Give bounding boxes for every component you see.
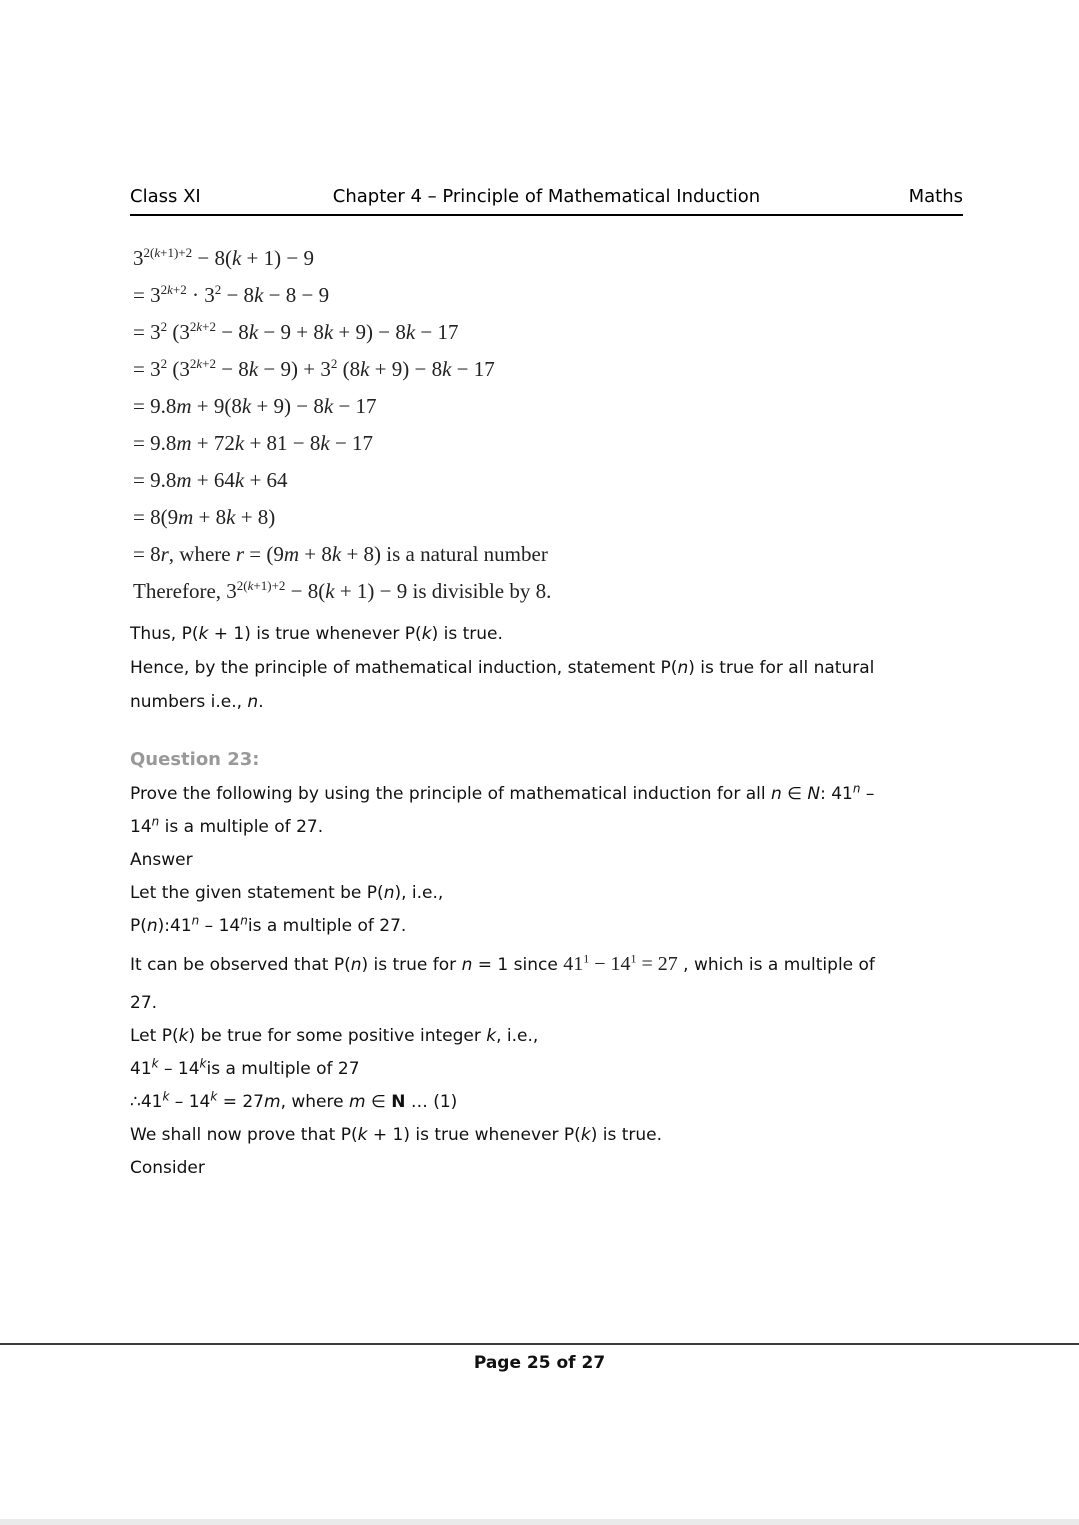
math-line: = 9.8m + 64k + 64	[133, 468, 288, 492]
answer-line: Let P(k) be true for some positive integer k, i.e.,	[130, 1026, 539, 1046]
page-content	[130, 186, 963, 1185]
page-header	[130, 186, 963, 216]
math-line: = $3^2$ $(3^{2k+2} - 8k - 9) + 3^2$ (8k + 9) − 8k − 17	[133, 356, 495, 381]
math-line: $3^{2(k+1)+2} - 8(k + 1) - 9$	[133, 245, 314, 270]
answer-line: Consider	[130, 1158, 205, 1178]
answer-line: Let the given statement be P(n), i.e.,	[130, 883, 444, 903]
question-heading: Question 23:	[130, 749, 260, 770]
conclusion-line: Thus, P(k + 1) is true whenever P(k) is true.	[130, 624, 503, 644]
header-class-label: Class XI	[130, 186, 201, 207]
answer-line: ∴41$^k$ – $14^k = 27m$, where m ∈ N … (1)	[130, 1089, 458, 1112]
answer-line: 27.	[130, 993, 158, 1013]
answer-line-with-formula: It can be observed that P(n) is true for n = 1 since $41^1 - 14^1 = 27$ , which is a multiple of	[130, 951, 875, 975]
bottom-edge-strip	[0, 1519, 1079, 1525]
question-prompt-line: 14$^n$ is a multiple of 27.	[130, 814, 324, 837]
math-line: = 8r, where r = (9m + 8k + 8) is a natural number	[133, 542, 548, 566]
conclusion-line: numbers i.e., n.	[130, 692, 264, 712]
math-line: = 8(9m + 8k + 8)	[133, 505, 276, 529]
math-line: = $3^{2k+2} \cdot 3^2 - 8k - 8 - 9$	[133, 282, 330, 307]
answer-line: We shall now prove that P(k + 1) is true whenever P(k) is true.	[130, 1125, 662, 1145]
math-derivation	[133, 240, 963, 610]
header-subject-label: Maths	[908, 186, 963, 207]
page-number: Page 25 of 27	[473, 1353, 606, 1373]
footer-rule	[0, 1343, 1079, 1345]
conclusion-line: Hence, by the principle of mathematical induction, statement P(n) is true for all natural	[130, 658, 875, 678]
header-chapter-title: Chapter 4 – Principle of Mathematical Induction	[332, 186, 761, 207]
answer-label: Answer	[130, 850, 193, 870]
question-prompt-line: Prove the following by using the principle of mathematical induction for all n ∈ N: 41$^n$ –	[130, 781, 875, 804]
conclusion-paragraph	[130, 617, 963, 719]
math-line: = $3^2$ $(3^{2k+2} - 8k - 9 + 8k + 9) - 8k - 17$	[133, 319, 459, 344]
answer-line: P(n):41$^n$ – 14$^n$is a multiple of 27.	[130, 913, 407, 936]
math-line: Therefore, $3^{2(k+1)+2} - 8(k + 1) - 9$ is divisible by 8.	[133, 578, 552, 603]
question-body	[130, 778, 963, 1185]
math-line: = 9.8m + 72k + 81 − 8k − 17	[133, 431, 374, 455]
page-footer	[0, 1343, 1079, 1373]
answer-line: 41$^k$ – 14$^k$is a multiple of 27	[130, 1056, 360, 1079]
math-line: = 9.8m + 9(8k + 9) − 8k − 17	[133, 394, 377, 418]
